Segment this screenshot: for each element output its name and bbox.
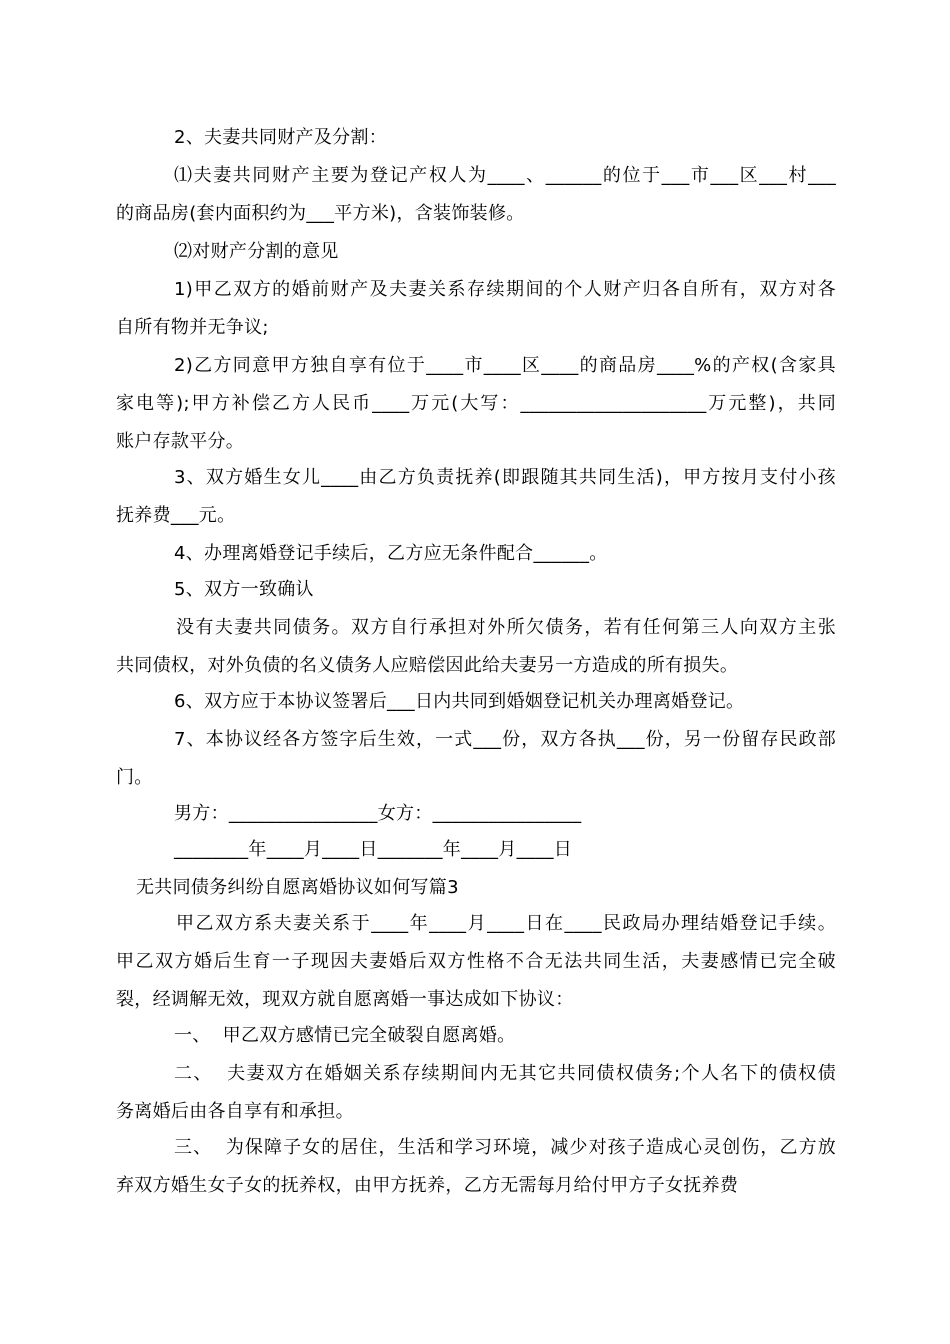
section5-heading: 5、双方一致确认 — [174, 579, 314, 600]
section2-sub1-line1: 1)甲乙双方的婚前财产及夫妻关系存续期间的个人财产归各自所有，双方对各 — [174, 279, 836, 300]
section2-item1-line1: ⑴夫妻共同财产主要为登记产权人为____、______的位于___市___区___村___ — [174, 165, 836, 186]
section2-sub2-line2: 家电等);甲方补偿乙方人民币____万元(大写：____________________万元整)，共同 — [116, 393, 836, 414]
date-line: ________年____月____日_______年____月____日 — [174, 839, 573, 860]
signature-line: 男方：________________女方：________________ — [174, 803, 582, 824]
clause2-line1: 二、 夫妻双方在婚姻关系存续期间内无其它共同债权债务;个人名下的债权债 — [174, 1063, 836, 1084]
clause3-line2: 弃双方婚生女子女的抚养权，由甲方抚养，乙方无需每月给付甲方子女抚养费 — [116, 1175, 739, 1196]
section3-line1: 3、双方婚生女儿____由乙方负责抚养(即跟随其共同生活)，甲方按月支付小孩 — [174, 467, 836, 488]
section5-line2: 共同债权，对外负债的名义债务人应赔偿因此给夫妻另一方造成的所有损失。 — [116, 655, 739, 676]
section2-sub2-line3: 账户存款平分。 — [116, 431, 245, 452]
section2-item2: ⑵对财产分割的意见 — [174, 241, 339, 262]
clause1: 一、 甲乙双方感情已完全破裂自愿离婚。 — [174, 1025, 516, 1046]
clause3-line1: 三、 为保障子女的居住，生活和学习环境，减少对孩子造成心灵创伤，乙方放 — [174, 1137, 836, 1158]
section4: 4、办理离婚登记手续后，乙方应无条件配合______。 — [174, 543, 608, 564]
section5-line1: 没有夫妻共同债务。双方自行承担对外所欠债务，若有任何第三人向双方主张 — [176, 617, 836, 638]
section2-item1-line2: 的商品房(套内面积约为___平方米)，含装饰装修。 — [116, 203, 525, 224]
intro-line3: 裂，经调解无效，现双方就自愿离婚一事达成如下协议： — [116, 989, 574, 1010]
section7-line1: 7、本协议经各方签字后生效，一式___份，双方各执___份，另一份留存民政部 — [174, 729, 836, 750]
section3-line2: 抚养费___元。 — [116, 505, 236, 526]
section-title: 无共同债务纠纷自愿离婚协议如何写篇3 — [136, 877, 459, 898]
section2-heading: 2、夫妻共同财产及分割： — [174, 127, 388, 148]
section2-sub2-line1: 2)乙方同意甲方独自享有位于____市____区____的商品房____%的产权(含家具 — [174, 355, 836, 376]
section7-line2: 门。 — [116, 767, 153, 788]
section6: 6、双方应于本协议签署后___日内共同到婚姻登记机关办理离婚登记。 — [174, 691, 745, 712]
intro-line1: 甲乙双方系夫妻关系于____年____月____日在____民政局办理结婚登记手续。 — [176, 913, 836, 934]
section2-sub1-line2: 自所有物并无争议; — [116, 317, 269, 338]
clause2-line2: 务离婚后由各自享有和承担。 — [116, 1101, 354, 1122]
intro-line2: 甲乙双方婚后生育一子现因夫妻婚后双方性格不合无法共同生活，夫妻感情已完全破 — [116, 951, 836, 972]
